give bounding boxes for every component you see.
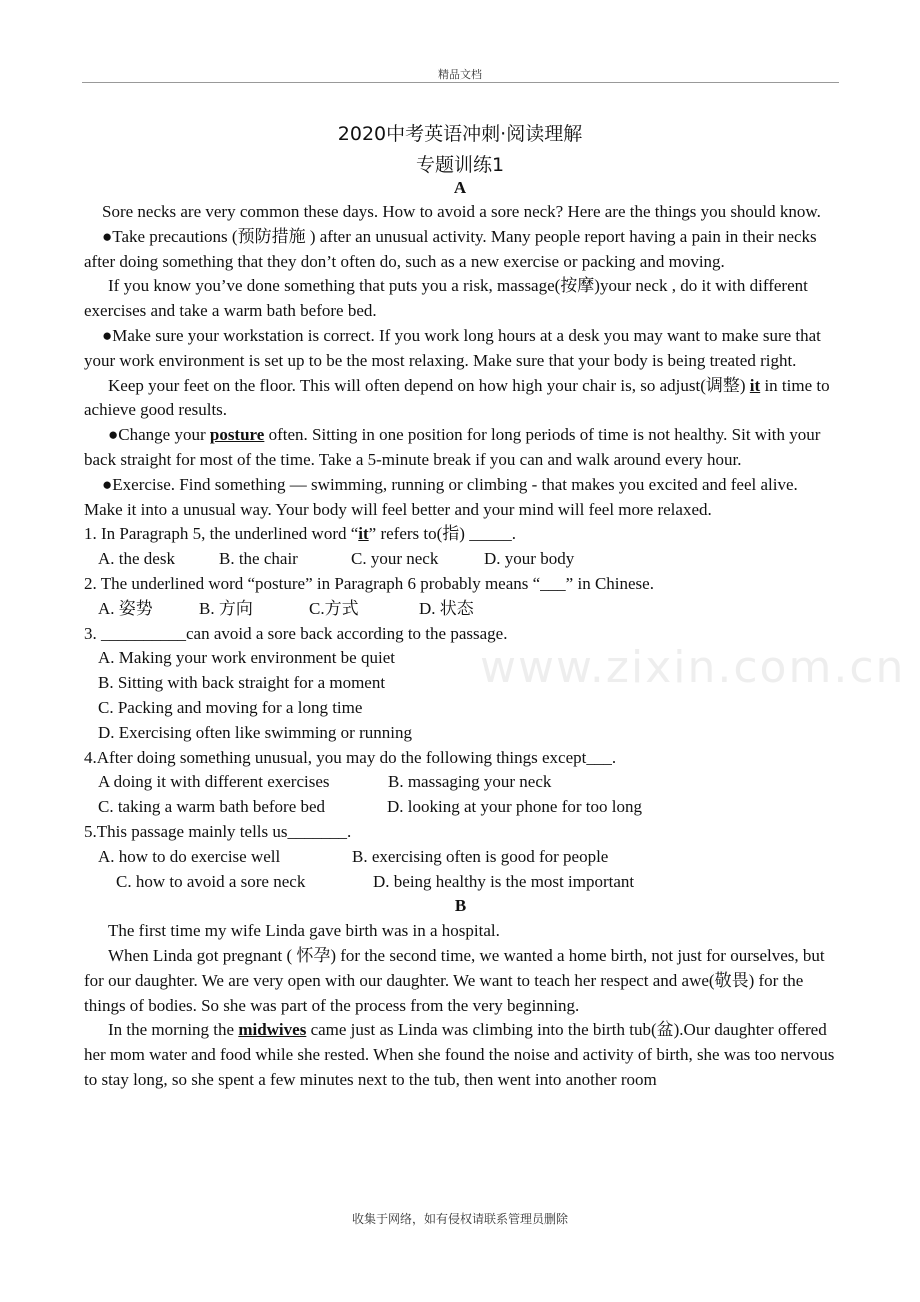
paragraph-feet <box>84 374 837 424</box>
option-b: B. exercising often is good for people <box>352 846 609 866</box>
text-span: Keep your feet on the floor. This will often depend on how high your chair is, so adjust(调整) <box>108 375 750 395</box>
option-d: D. looking at your phone for too long <box>387 797 642 817</box>
option-d: D. your body <box>484 549 575 569</box>
watermark: www.zixin.com.cn <box>480 642 906 693</box>
question-1-options <box>84 547 837 572</box>
intro-paragraph: Sore necks are very common these days. How to avoid a sore neck? Here are the things you should know. <box>102 202 821 221</box>
paragraph-first-birth: The first time my wife Linda gave birth was in a hospital. <box>108 921 500 941</box>
question-2-options <box>84 597 837 622</box>
question-5-options-row1 <box>84 845 837 870</box>
question-5: 5.This passage mainly tells us_______. <box>84 821 352 841</box>
paragraph-second-pregnancy: When Linda got pregnant ( 怀孕) for the second time, we wanted a home birth, not just for ourselves, but for our daughter. We are very open with our daughter. We want to teach her respect and awe(敬畏) for the things of bodies. So she was part of the process from the very beginning. <box>84 945 825 1015</box>
text-span: 1. In Paragraph 5, the underlined word “ <box>84 524 359 544</box>
page-footer: 收集于网络，如有侵权请联系管理员删除 <box>351 1212 568 1226</box>
option-b: B. 方向 <box>199 598 253 618</box>
option-a: A. the desk <box>98 549 175 569</box>
option-a: A. 姿势 <box>98 598 153 618</box>
underlined-word-it: it <box>358 524 369 544</box>
question-5-options-row2 <box>84 870 837 895</box>
question-1 <box>84 522 837 547</box>
paragraph-workstation: ●Make sure your workstation is correct. If you work long hours at a desk you may want to make sure that your work environment is set up to be the most relaxing. Make sure that your body is being treated right. <box>84 325 821 370</box>
text-span: in time to achieve good results. <box>84 375 830 420</box>
option-b: B. massaging your neck <box>388 772 552 792</box>
document-title: 2020中考英语冲刺·阅读理解 <box>337 123 583 145</box>
paragraph-precautions: ●Take precautions (预防措施 ) after an unusual activity. Many people report having a pain in their necks after doing something that they don’t often do, such as a new exercise or packing and moving. <box>84 226 817 271</box>
text-span: In the morning the <box>108 1020 239 1040</box>
paragraph-exercise: ●Exercise. Find something — swimming, running or climbing - that makes you excited and feel alive. Make it into a unusual way. Your body will feel better and your mind will feel more relaxed. <box>84 474 798 519</box>
option-b: B. Sitting with back straight for a moment <box>98 673 386 693</box>
option-c: C. taking a warm bath before bed <box>98 797 326 817</box>
option-c: C. Packing and moving for a long time <box>98 697 363 717</box>
option-c: C. your neck <box>351 549 439 569</box>
option-c: C. how to avoid a sore neck <box>116 871 306 891</box>
paragraph-midwives <box>84 1018 837 1092</box>
option-b: B. the chair <box>219 549 298 569</box>
option-c: C.方式 <box>309 598 359 618</box>
question-4: 4.After doing something unusual, you may do the following things except___. <box>84 747 617 767</box>
option-a: A. how to do exercise well <box>98 846 281 866</box>
document-subtitle: 专题训练1 <box>415 154 505 176</box>
question-2: 2. The underlined word “posture” in Paragraph 6 probably means “___” in Chinese. <box>84 573 654 593</box>
paragraph-posture <box>84 423 837 473</box>
question-4-options-row1 <box>84 770 837 795</box>
page-header: 精品文档 <box>438 68 482 81</box>
paragraph-massage: If you know you’ve done something that puts you a risk, massage(按摩)your neck , do it with different exercises and take a warm bath before bed. <box>84 276 808 321</box>
section-a-label: A <box>453 178 467 197</box>
text-span: often. Sitting in one position for long periods of time is not healthy. Sit with your back straight for most of the time. Take a 5-minute break if you can and walk around every hour. <box>84 425 821 469</box>
option-a: A doing it with different exercises <box>98 772 330 792</box>
option-d: D. 状态 <box>419 598 474 618</box>
question-4-options-row2 <box>84 795 837 820</box>
underlined-word-posture: posture <box>209 425 265 445</box>
option-d: D. being healthy is the most important <box>373 871 635 891</box>
header-divider <box>82 82 839 83</box>
option-a: A. Making your work environment be quiet <box>98 648 395 668</box>
underlined-word-it: it <box>749 375 761 395</box>
option-d: D. Exercising often like swimming or running <box>98 722 412 742</box>
text-span: came just as Linda was climbing into the birth tub(盆).Our daughter offered her mom water and food while she rested. When she found the noise and activity of birth, she was too nervous to stay long, so she spent a few minutes next to the tub, then went into another room <box>84 1020 835 1089</box>
section-b-label: B <box>454 896 467 916</box>
question-3: 3. __________can avoid a sore back according to the passage. <box>84 623 508 643</box>
text-span: ” refers to(指) _____. <box>368 524 516 544</box>
text-span: ●Change your <box>108 425 210 445</box>
underlined-word-midwives: midwives <box>238 1020 307 1040</box>
